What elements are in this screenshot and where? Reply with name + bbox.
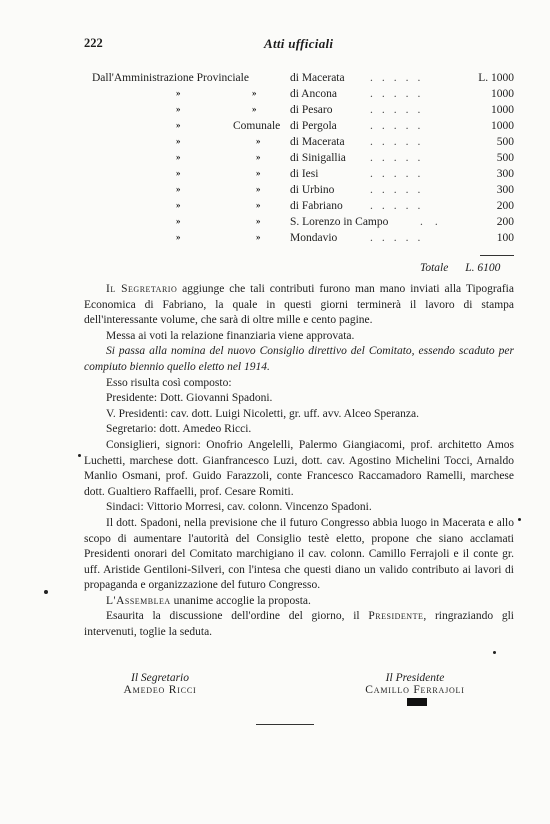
amount: 200: [496, 216, 514, 228]
print-speck: [44, 590, 48, 594]
end-rule: [256, 724, 314, 725]
place: di Urbino: [290, 184, 335, 196]
amount: 300: [496, 168, 514, 180]
paragraph: Si passa alla nomina del nuovo Consiglio direttivo del Comitato, essendo scaduto per compiuto biennio quello eletto nel 1914.: [84, 345, 514, 373]
amount: 200: [496, 200, 514, 212]
total-line: [420, 262, 500, 274]
signature-name: Amedeo Ricci: [123, 684, 197, 696]
place: di Macerata: [290, 136, 345, 148]
paragraph: Il dott. Spadoni, nella previsione che il futuro Congresso abbia luogo in Macerata e allo scopo di aumentare l'autorità del Consiglio testè eletto, propone che siano acclamati Presidenti onorari del Comitato marchigiano il cav. colonn. Camillo Ferrajoli e il conte gr. uff. Aristide Gentiloni-Silveri, con l'intesa che questi diano un valido contributo ai lavori di propaganda e organizzazione del futuro Congresso.: [84, 516, 514, 592]
running-title: Atti ufficiali: [264, 36, 334, 51]
page-number: 222: [84, 36, 103, 50]
print-speck: [493, 651, 496, 654]
amount: 1000: [491, 88, 514, 100]
place: Mondavio: [290, 232, 338, 244]
signature-president: [350, 672, 480, 708]
amount: 1000: [491, 120, 514, 132]
amount: 500: [496, 136, 514, 148]
paragraph: Sindaci: Vittorio Morresi, cav. colonn. Vincenzo Spadoni.: [106, 501, 372, 514]
place: di Sinigallia: [290, 152, 346, 164]
amount: 100: [496, 232, 514, 244]
place: di Macerata: [290, 72, 345, 84]
signature-name: Camillo Ferrajoli: [365, 684, 465, 696]
place: di Pesaro: [290, 104, 333, 116]
paragraph: Esso risulta così composto:: [106, 376, 232, 389]
total-rule: [480, 255, 514, 256]
signature-secretary: [100, 672, 220, 696]
document-page: 222 Atti ufficiali Dall'Amministrazione Provinciale di Macerata ..... L. 1000 » » di Ancona ..... 1000 » » di Pesaro ..... 1000 » Comunale di Pergola ..... 1000 » » di Macerata ..... 500 » » di Sinigallia ..... 500 » » di Iesi ..... 300 » » di Urbino ..... 300 » » di Fabriano ..... 200 » » S. Lorenzo in Campo .. 200 » » Mondavio ..... 100 Totale L. 6100 Il Segretario aggiunge che tali contributi furono man mano inviati alla Tipografia Economica di Fabriano, la quale in questi giorni terminerà il lavoro di stampa dell'interessante volume, che sarà di oltre mille e cento pagine. Messa ai voti la relazione finanziaria viene approvata. Si passa alla nomina del nuovo Consiglio direttivo del Comitato, essendo scaduto per compiuto biennio quello eletto nel 1914. Esso risulta così composto: Presidente: Dott. Giovanni Spadoni. V. Presidenti: cav. dott. Luigi Nicoletti, gr. uff. avv. Alceo Speranza. Segretario: dott. Amedeo Ricci. Consiglieri, signori: Onofrio Angelelli, Palermo Giangiacomi, prof. architetto Amos Luchetti, marchese dott. Gianfrancesco Luzi, dott. cav. Agostino Michelini Tocci, Arnaldo Manlio Osmani, prof. Guido Farazzoli, conte Francesco Raccamadoro Ramelli, marchese dott. Gualtiero Raffaelli, prof. Cesare Romiti. Sindaci: Vittorio Morresi, cav. colonn. Vincenzo Spadoni. Il dott. Spadoni, nella previsione che il futuro Congresso abbia luogo in Macerata e allo scopo di aumentare l'autorità del Consiglio testè eletto, propone che siano acclamati Presidenti onorari del Comitato marchigiano il cav. colonn. Camillo Ferrajoli e il conte gr. uff. Aristide Gentiloni-Silveri, con l'intesa che questi diano un valido contributo ai lavori di propaganda e organizzazione del futuro Congresso. L'Assemblea unanime accoglie la proposta. Esaurita la discussione dell'ordine del giorno, il Presidente, ringraziando gli intervenuti, toglie la seduta. Il Segretario Amedeo Ricci Il Presidente Camillo Ferrajoli: [0, 0, 550, 824]
paragraph: L'Assemblea unanime accoglie la proposta.: [106, 594, 311, 607]
entity-type: Dall'Amministrazione Provinciale: [92, 72, 249, 84]
entity-type: Comunale: [233, 120, 281, 132]
total-currency: L.: [465, 262, 475, 274]
place: di Ancona: [290, 88, 337, 100]
amount: 1000: [491, 104, 514, 116]
page-header: [84, 36, 516, 52]
place: di Pergola: [290, 120, 337, 132]
paragraph: Segretario: dott. Amedeo Ricci.: [106, 423, 252, 436]
paragraph: V. Presidenti: cav. dott. Luigi Nicoletti, gr. uff. avv. Alceo Speranza.: [106, 407, 419, 420]
amount: 300: [496, 184, 514, 196]
paragraph: Messa ai voti la relazione finanziaria viene approvata.: [106, 329, 355, 342]
ink-blot: [407, 698, 427, 706]
total-label: Totale: [420, 262, 449, 274]
place: S. Lorenzo in Campo: [290, 216, 389, 228]
paragraph: Il Segretario aggiunge che tali contributi furono man mano inviati alla Tipografia Economica di Fabriano, la quale in questi giorni terminerà il lavoro di stampa dell'interessante volume, che sarà di oltre mille e cento pagine.: [84, 283, 514, 327]
minutes-text: [84, 282, 514, 641]
print-speck: [78, 454, 81, 457]
paragraph: Esaurita la discussione dell'ordine del giorno, il Presidente, ringraziando gli intervenuti, toglie la seduta.: [84, 610, 514, 639]
amount: 500: [496, 152, 514, 164]
place: di Iesi: [290, 168, 319, 180]
amount: L. 1000: [478, 72, 514, 84]
signature-role: Il Segretario: [130, 672, 190, 684]
place: di Fabriano: [290, 200, 343, 212]
signature-role: Il Presidente: [385, 672, 445, 684]
total-amount: 6100: [477, 262, 501, 274]
paragraph: Presidente: Dott. Giovanni Spadoni.: [106, 392, 273, 405]
paragraph: Consiglieri, signori: Onofrio Angelelli, Palermo Giangiacomi, prof. architetto Amos Luchetti, marchese dott. Gianfrancesco Luzi, dott. cav. Agostino Michelini Tocci, Arnaldo Manlio Osmani, prof. Guido Farazzoli, conte Francesco Raccamadoro Ramelli, marchese dott. Gualtiero Raffaelli, prof. Cesare Romiti.: [84, 438, 514, 498]
print-speck: [518, 518, 521, 521]
